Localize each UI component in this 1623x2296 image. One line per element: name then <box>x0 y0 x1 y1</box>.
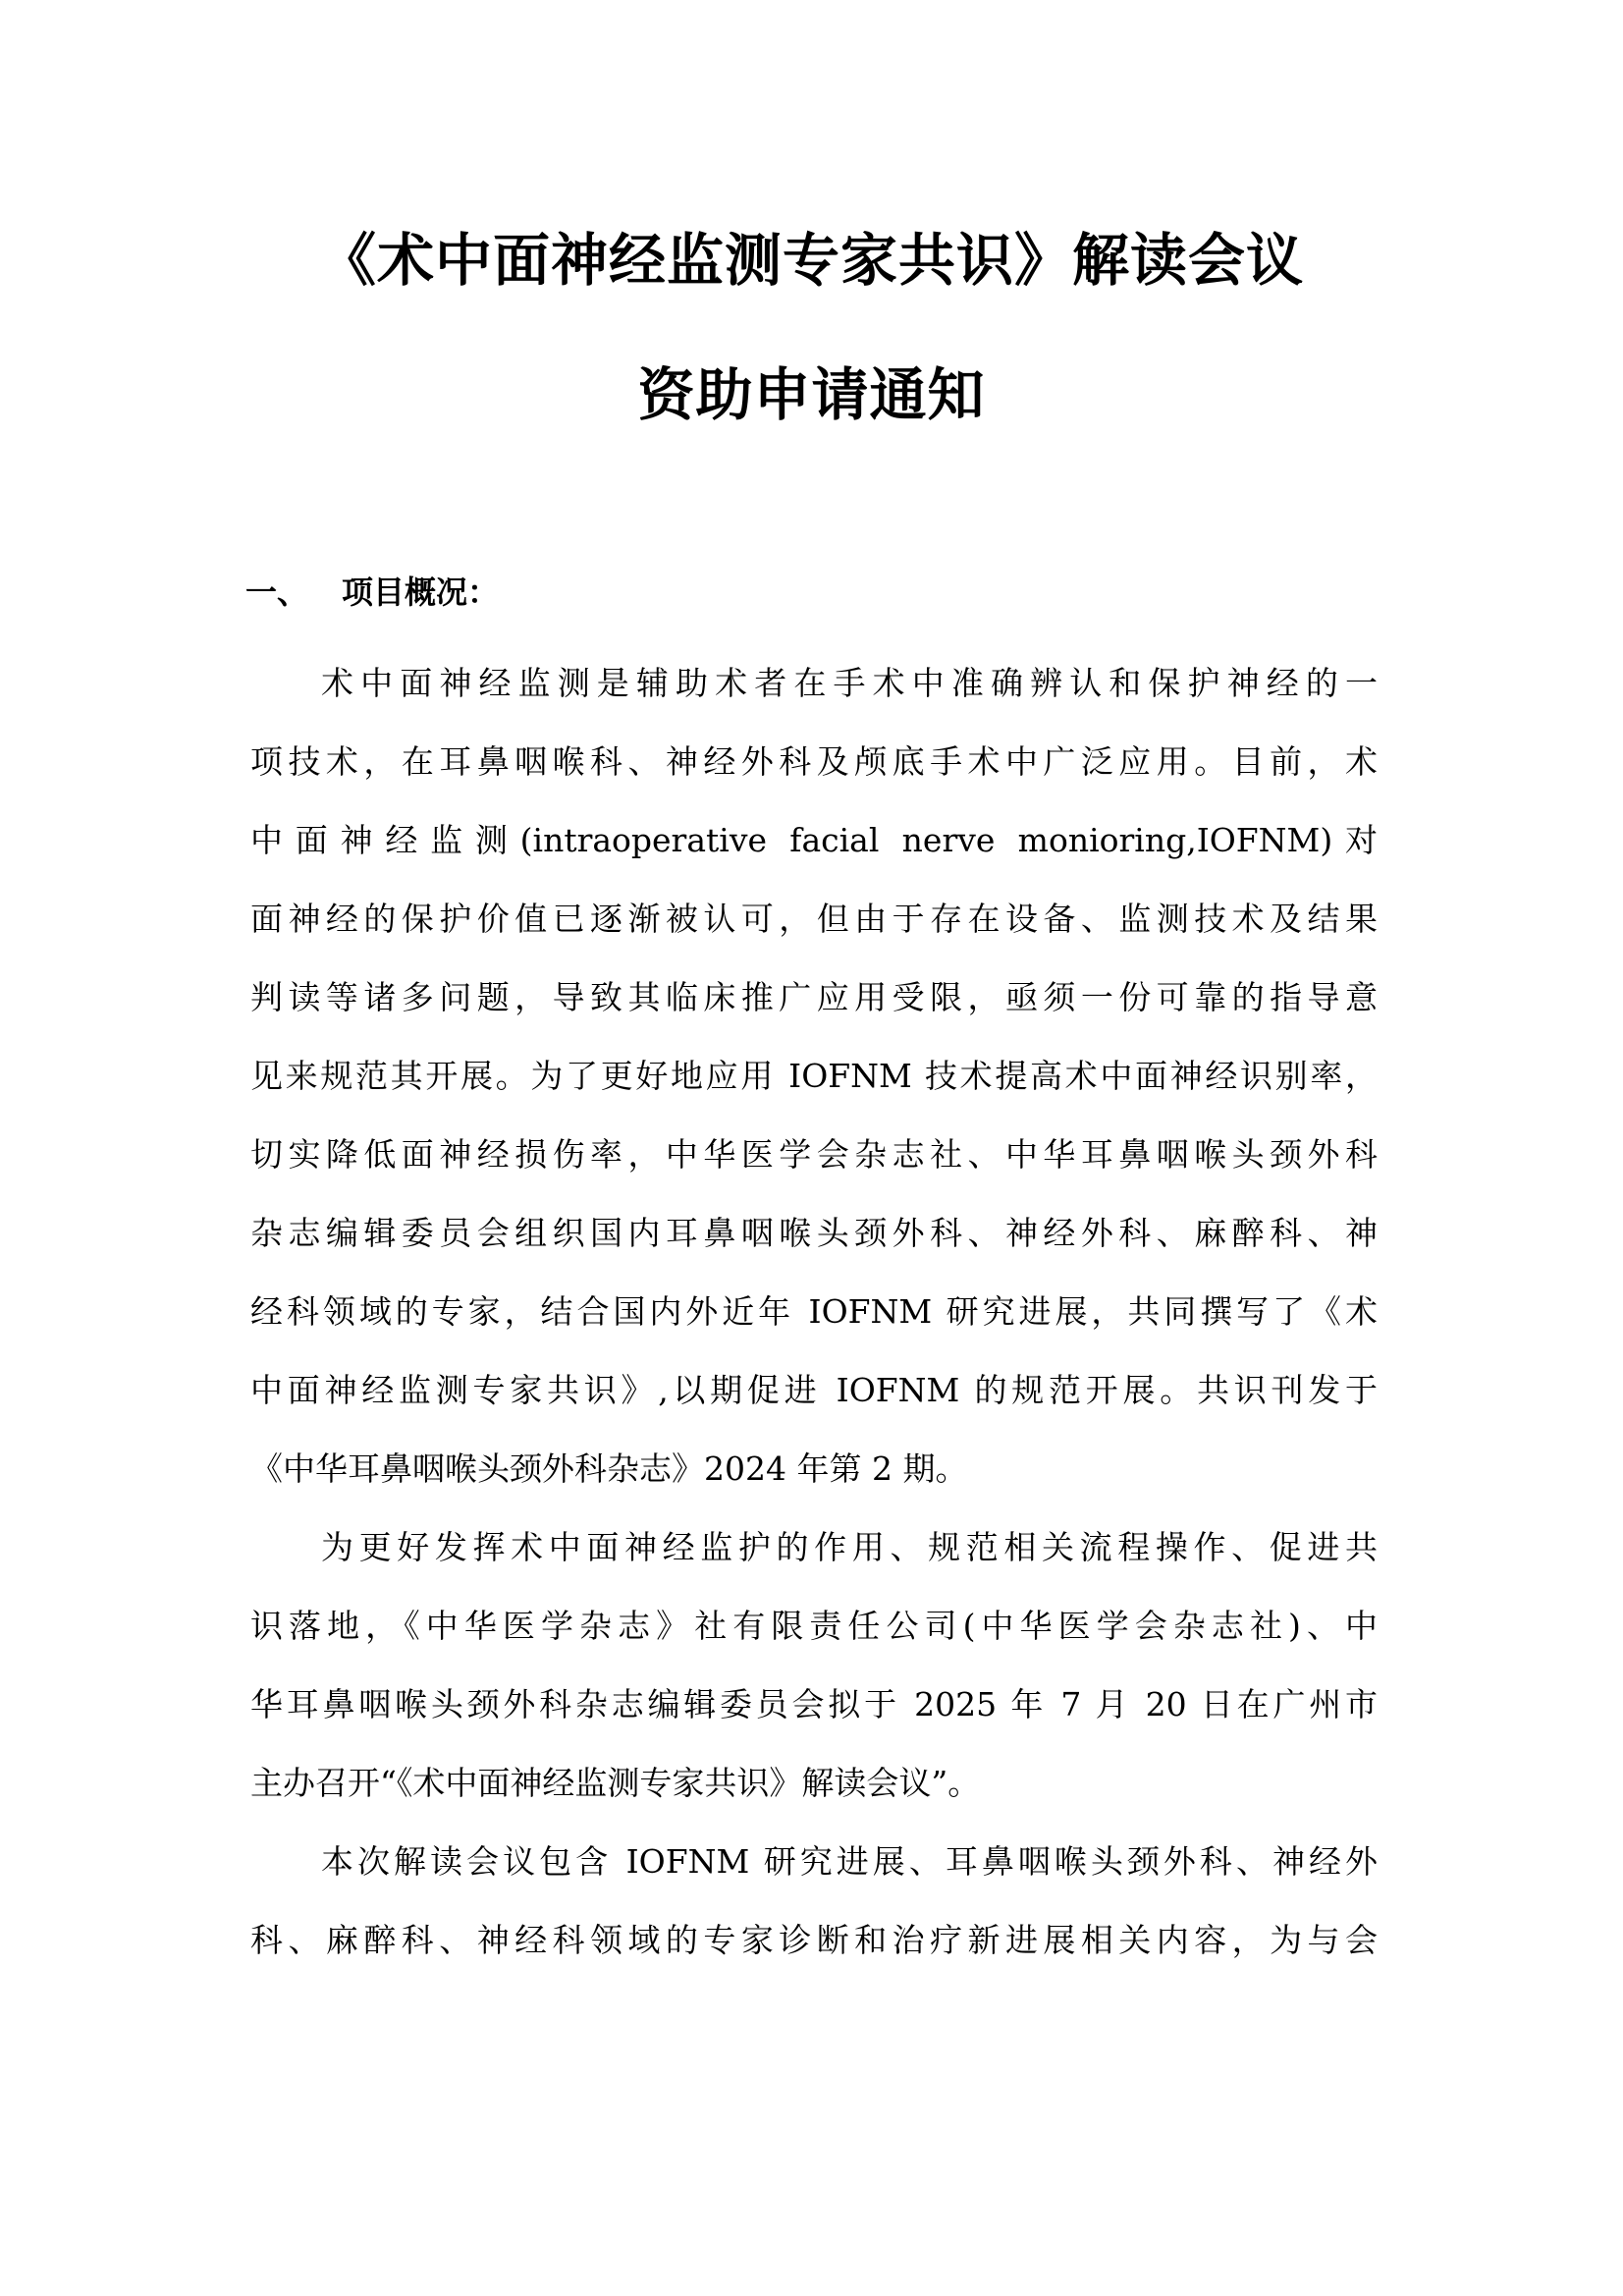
paragraph-3-line: 本次解读会议包含 IOFNM 研究进展、耳鼻咽喉头颈外科、神经外 <box>321 1842 1378 1881</box>
paragraph-1-line: 经科领域的专家，结合国内外近年 IOFNM 研究进展，共同撰写了《术 <box>250 1292 1378 1331</box>
document-title-line-1: 《术中面神经监测专家共识》解读会议 <box>318 227 1304 294</box>
section-heading <box>245 568 499 613</box>
paragraph-2-line: 主办召开“《术中面神经监测专家共识》解读会议”。 <box>250 1764 981 1802</box>
paragraph-1-line: 面神经的保护价值已逐渐被认可，但由于存在设备、监测技术及结果 <box>250 900 1378 938</box>
paragraph-1-line: 判读等诸多问题，导致其临床推广应用受限，亟须一份可靠的指导意 <box>250 978 1378 1016</box>
paragraph-1-line: 中面神经监测专家共识》,以期促进 IOFNM 的规范开展。共识刊发于 <box>250 1371 1378 1409</box>
paragraph-1-line: 中面神经监测(intraoperative facial nerve monioring,IOFNM)对 <box>250 821 1378 859</box>
paragraph-1-line: 《中华耳鼻咽喉头颈外科杂志》2024 年第 2 期。 <box>250 1449 968 1488</box>
document-title-line-2: 资助申请通知 <box>637 361 986 428</box>
paragraph-1-line: 见来规范其开展。为了更好地应用 IOFNM 技术提高术中面神经识别率， <box>250 1057 1378 1095</box>
paragraph-2-line: 为更好发挥术中面神经监护的作用、规范相关流程操作、促进共 <box>321 1528 1378 1566</box>
section-number: 一、 <box>245 574 309 611</box>
paragraph-2-line: 识落地，《中华医学杂志》社有限责任公司(中华医学会杂志社)、中 <box>250 1607 1378 1645</box>
paragraph-1-line: 术中面神经监测是辅助术者在手术中准确辨认和保护神经的一 <box>321 664 1378 702</box>
paragraph-1-line: 切实降低面神经损伤率，中华医学会杂志社、中华耳鼻咽喉头颈外科 <box>250 1135 1378 1174</box>
body-text <box>250 644 1378 1980</box>
paragraph-1-line: 项技术，在耳鼻咽喉科、神经外科及颅底手术中广泛应用。目前，术 <box>250 742 1378 781</box>
paragraph-3-line: 科、麻醉科、神经科领域的专家诊断和治疗新进展相关内容，为与会 <box>250 1921 1378 1959</box>
paragraph-2-line: 华耳鼻咽喉头颈外科杂志编辑委员会拟于 2025 年 7 月 20 日在广州市 <box>250 1685 1378 1723</box>
paragraph-1-line: 杂志编辑委员会组织国内耳鼻咽喉头颈外科、神经外科、麻醉科、神 <box>250 1214 1378 1252</box>
section-heading-text: 项目概况： <box>342 574 500 611</box>
